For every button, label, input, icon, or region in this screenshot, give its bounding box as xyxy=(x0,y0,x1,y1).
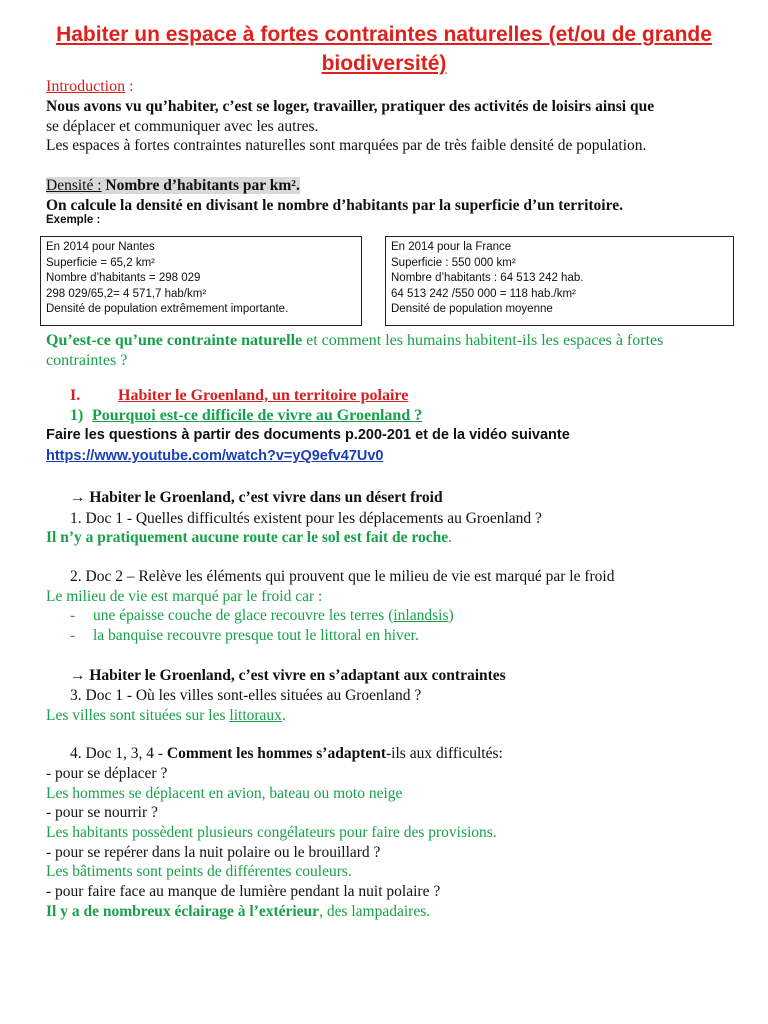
problem-question: Qu’est-ce qu’une contrainte naturelle et comment les humains habitent-ils les espaces à fortes contraintes ? xyxy=(46,332,664,369)
sub-question-orientation: - pour se repérer dans la nuit polaire ou le brouillard ? xyxy=(46,844,381,861)
question-3: 3. Doc 1 - Où les villes sont-elles situées au Groenland ? xyxy=(70,687,422,704)
answer-1: Il n’y a pratiquement aucune route car le sol est fait de roche. xyxy=(46,529,452,546)
subsection-1-title: Pourquoi est-ce difficile de vivre au Groenland ? xyxy=(92,407,423,424)
question-2: 2. Doc 2 – Relève les éléments qui prouvent que le milieu de vie est marqué par le froid xyxy=(70,568,615,585)
answer-2-bullet-dash-2: - xyxy=(70,627,76,644)
example-label: Exemple : xyxy=(46,214,101,226)
sub-answer-travel: Les hommes se déplacent en avion, bateau ou moto neige xyxy=(46,785,403,802)
answer-2-bullet-dash: - xyxy=(70,607,76,624)
sub-answer-food: Les habitants possèdent plusieurs congélateurs pour faire des provisions. xyxy=(46,824,497,841)
sub-answer-orientation: Les bâtiments sont peints de différentes couleurs. xyxy=(46,863,352,880)
page-title: Habiter un espace à fortes contraintes naturelles (et/ou de grande biodiversité) xyxy=(56,23,712,75)
answer-2: Le milieu de vie est marqué par le froid car : xyxy=(46,588,323,605)
answer-2-item-2: la banquise recouvre presque tout le littoral en hiver. xyxy=(93,627,419,644)
sub-question-travel: - pour se déplacer ? xyxy=(46,765,168,782)
intro-heading-label: Introduction xyxy=(46,78,126,95)
sub-question-light: - pour faire face au manque de lumière pendant la nuit polaire ? xyxy=(46,883,441,900)
block-1-heading: → Habiter le Groenland, c’est vivre dans un désert froid xyxy=(70,489,443,506)
question-1: 1. Doc 1 - Quelles difficultés existent pour les déplacements au Groenland ? xyxy=(70,510,542,527)
subsection-1-number: 1) xyxy=(70,407,84,424)
density-calculation: On calcule la densité en divisant le nombre d’habitants par la superficie d’un territoire. xyxy=(46,197,623,214)
intro-paragraph-1: Nous avons vu qu’habiter, c’est se loger, travailler, pratiquer des activités de loisirs ainsi que se déplacer et communiquer avec les autres. xyxy=(46,98,655,135)
sub-question-food: - pour se nourrir ? xyxy=(46,804,158,821)
block-2-heading: → Habiter le Groenland, c’est vivre en s’adaptant aux contraintes xyxy=(70,667,506,684)
density-definition: Densité : Nombre d’habitants par km². xyxy=(46,177,300,194)
arrow-icon: → xyxy=(70,489,86,506)
instruction-text: Faire les questions à partir des documents p.200-201 et de la vidéo suivante xyxy=(46,427,570,443)
sub-answer-light: Il y a de nombreux éclairage à l’extérieur, des lampadaires. xyxy=(46,903,431,920)
intro-heading: Introduction : xyxy=(46,78,134,95)
section-1-number: I. xyxy=(70,387,81,404)
answer-3: Les villes sont situées sur les littoraux. xyxy=(46,707,286,724)
arrow-icon: → xyxy=(70,667,86,684)
answer-2-item-1: une épaisse couche de glace recouvre les terres (inlandsis) xyxy=(93,607,454,624)
example-box-france: En 2014 pour la France Superficie : 550 000 km² Nombre d’habitants : 64 513 242 hab. 64 513 242 /550 000 = 118 hab./km² Densité de population moyenne xyxy=(385,236,734,326)
youtube-link[interactable]: https://www.youtube.com/watch?v=yQ9efv47Uv0 xyxy=(46,448,384,464)
intro-paragraph-2: Les espaces à fortes contraintes naturelles sont marquées par de très faible densité de population. xyxy=(46,137,647,154)
question-4: 4. Doc 1, 3, 4 - Comment les hommes s’adaptent-ils aux difficultés: xyxy=(70,745,503,762)
example-box-nantes: En 2014 pour Nantes Superficie = 65,2 km² Nombre d’habitants = 298 029 298 029/65,2= 4 571,7 hab/km² Densité de population extrêmement importante. xyxy=(40,236,362,326)
section-1-title: Habiter le Groenland, un territoire polaire xyxy=(118,387,409,404)
